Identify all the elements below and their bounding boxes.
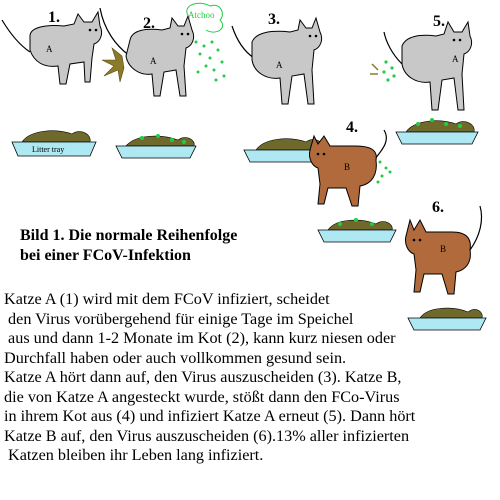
panel-3 (232, 11, 322, 104)
cat-label-panel-2: A (150, 56, 157, 66)
cat-a-panel-5 (402, 22, 472, 110)
body-line: Durchfall haben oder auch vollkommen gesund sein. (4, 348, 347, 367)
litter-tray-1 (12, 131, 96, 156)
panel-4 (309, 119, 391, 206)
panel-number-4: 4. (346, 119, 358, 136)
panel-6 (405, 199, 481, 294)
body-line: die von Katze A angesteckt wurde, stößt dann den FCo-Virus (4, 387, 400, 406)
caption-line: Bild 1. Die normale Reihenfolge (20, 227, 238, 244)
body-line: Katze A hört dann auf, den Virus auszuscheiden (3). Katze B, (4, 368, 402, 386)
litter-tray-label: Litter tray (32, 145, 65, 154)
cat-b-panel-6 (405, 220, 470, 294)
cat-label-panel-1: A (46, 44, 53, 54)
cat-label-panel-4: B (344, 162, 351, 172)
body-line: Katze B auf, den Virus auszuscheiden (6).13% aller infizierten (4, 426, 410, 445)
panel-5 (370, 13, 472, 110)
body-line: aus und dann 1-2 Monate im Kot (2), kann kurz niesen oder (4, 329, 396, 347)
panel-number-1: 1. (48, 9, 60, 26)
panel-number-6: 6. (432, 199, 444, 216)
caption-line: bei einer FCoV-Infektion (20, 247, 191, 264)
cat-label-panel-5: A (452, 54, 459, 64)
body-line: in ihrem Kot aus (4) und infiziert Katze A erneut (5). Dann hört (4, 407, 416, 425)
litter-tray-4 (318, 218, 396, 242)
panel-1 (2, 9, 102, 84)
figure-caption (20, 226, 290, 266)
cat-b-panel-4 (309, 136, 376, 206)
cat-a-panel-3 (252, 18, 322, 104)
litter-tray-2 (116, 134, 196, 158)
cat-a-panel-1-tail (2, 20, 30, 52)
cat-a-panel-1 (30, 12, 102, 84)
cat-label-panel-6: B (440, 244, 447, 254)
body-line: den Virus vorübergehend für einige Tage im Speichel (4, 309, 354, 328)
cat-label-panel-3: A (276, 60, 283, 70)
sneeze-text: Atchoo (188, 10, 215, 20)
litter-tray-5 (396, 118, 478, 144)
body-line: Katze A (1) wird mit dem FCoV infiziert, scheidet (4, 290, 330, 308)
panel-number-2: 2. (143, 15, 155, 32)
panel-2 (100, 3, 226, 96)
explanation-text (4, 290, 474, 466)
body-line: Katzen bleiben ihr Leben lang infiziert. (4, 446, 264, 464)
cat-a-panel-2 (126, 16, 194, 96)
panel-number-3: 3. (268, 11, 280, 28)
panel-number-5: 5. (433, 13, 445, 30)
